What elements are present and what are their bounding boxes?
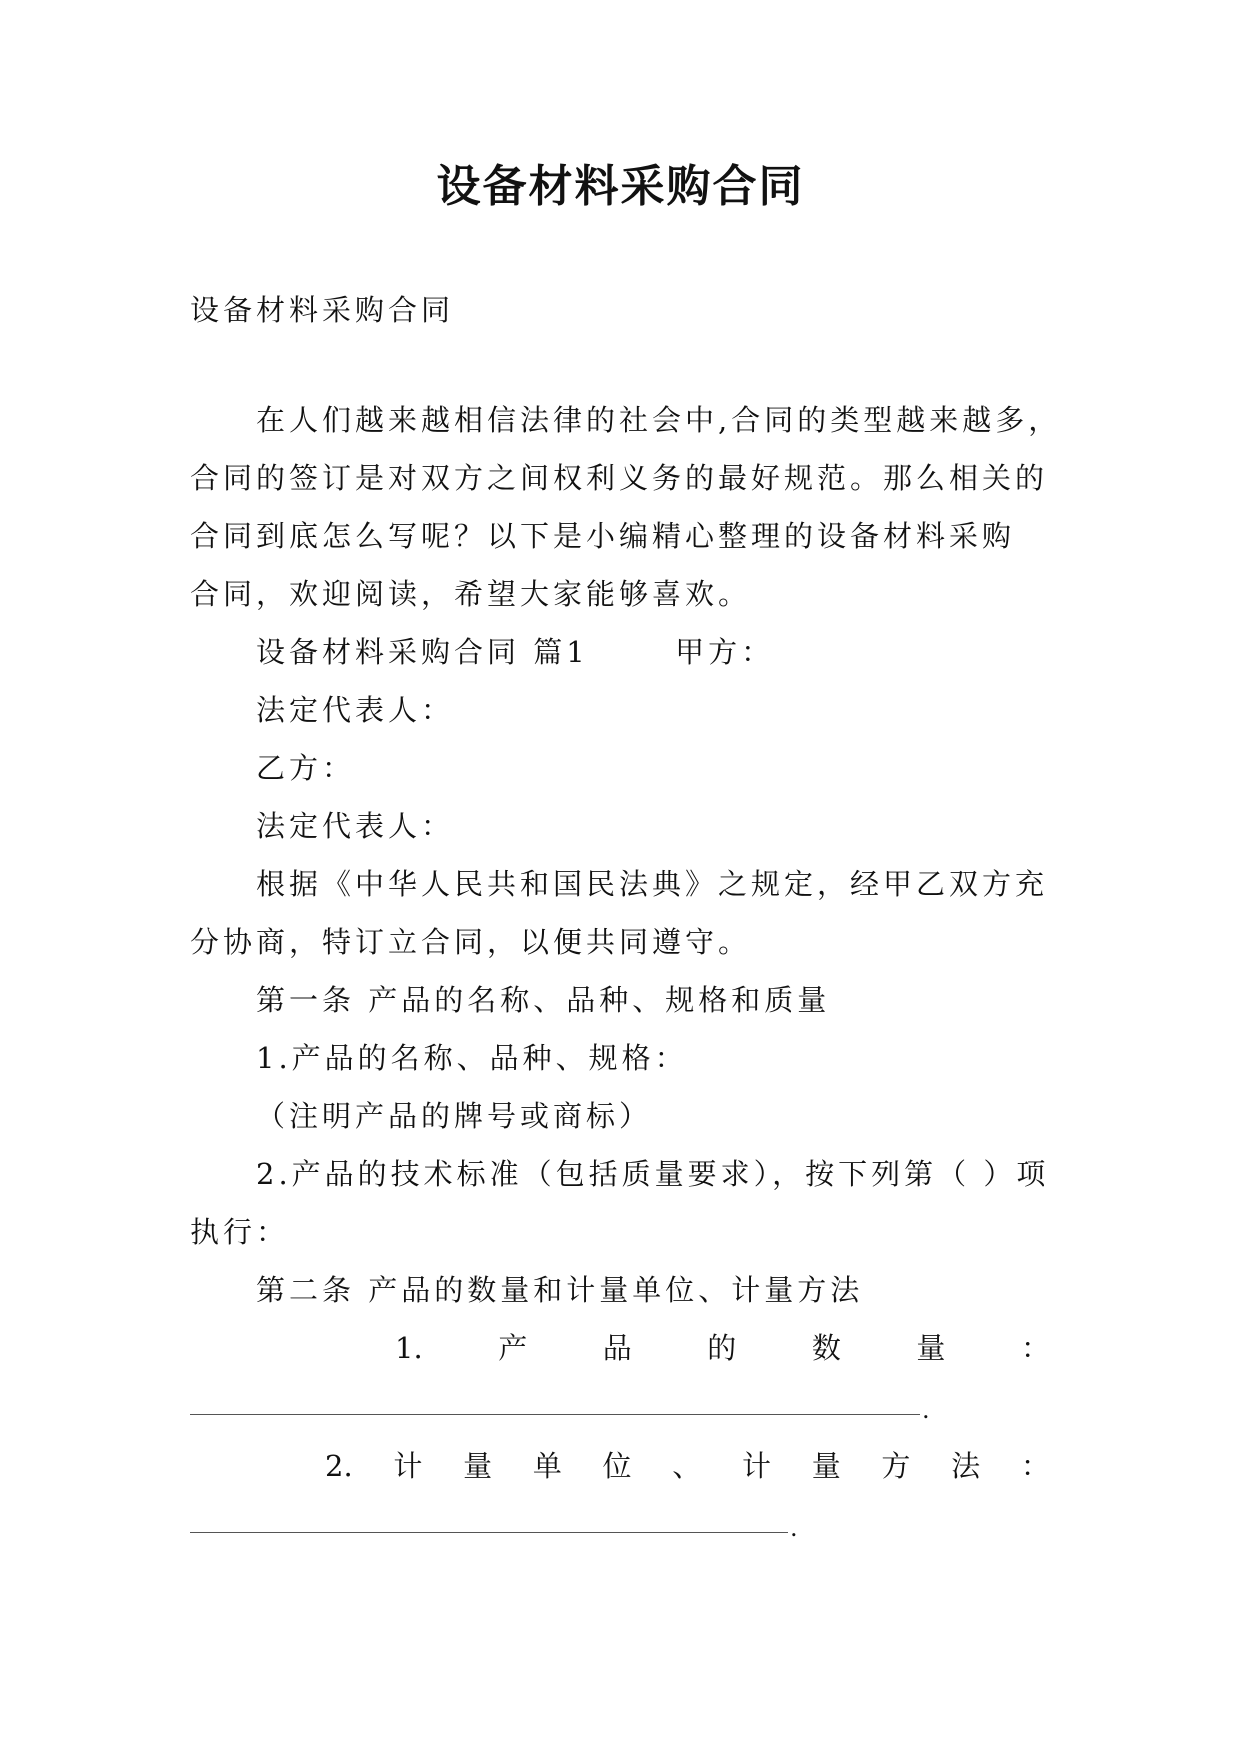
intro-line-1: 在人们越来越相信法律的社会中,合同的类型越来越多， — [256, 403, 1062, 437]
intro-line-3: 合同到底怎么写呢？以下是小编精心整理的设备材料采购 — [190, 519, 1016, 553]
item-2-char: 计 — [741, 1449, 771, 1483]
party-b-label: 乙方： — [256, 751, 356, 785]
article-1-item-2-line-2: 执行： — [190, 1215, 290, 1249]
item-1-char: 品 — [602, 1331, 632, 1365]
item-1-char: 产 — [498, 1331, 528, 1365]
item-2-char: 量 — [811, 1449, 841, 1483]
item-2-char: 计 — [393, 1449, 423, 1483]
party-a-representative: 法定代表人： — [256, 693, 455, 727]
blank-line-measurement-end: . — [790, 1514, 798, 1542]
article-1-item-1: 1.产品的名称、品种、规格： — [256, 1041, 688, 1075]
article-2-title: 第二条 产品的数量和计量单位、计量方法 — [256, 1273, 864, 1307]
item-2-colon: ： — [1020, 1449, 1050, 1483]
item-2-char: 量 — [463, 1449, 493, 1483]
blank-line-quantity-end: . — [922, 1396, 930, 1424]
party-b-representative: 法定代表人： — [256, 809, 455, 843]
article-1-title: 第一条 产品的名称、品种、规格和质量 — [256, 983, 831, 1017]
basis-line-1: 根据《中华人民共和国民法典》之规定，经甲乙双方充 — [256, 867, 1049, 901]
document-subtitle: 设备材料采购合同 — [190, 293, 455, 327]
item-2-number: 2. — [325, 1449, 353, 1483]
party-a-label: 甲方： — [675, 635, 775, 669]
article-2-item-2 — [325, 1446, 1050, 1486]
item-1-colon: ： — [1020, 1331, 1050, 1365]
article-1-note: （注明产品的牌号或商标） — [256, 1099, 653, 1133]
section-heading-row — [256, 632, 1050, 672]
item-2-char: 法 — [951, 1449, 981, 1483]
blank-line-quantity — [190, 1414, 920, 1415]
item-2-char: 方 — [881, 1449, 911, 1483]
article-2-item-1 — [395, 1328, 1050, 1368]
item-1-char: 量 — [916, 1331, 946, 1365]
section-heading: 设备材料采购合同 篇1 — [256, 635, 589, 669]
item-2-char: 单 — [532, 1449, 562, 1483]
item-2-char: 、 — [672, 1449, 702, 1483]
article-1-item-2-line-1: 2.产品的技术标准（包括质量要求），按下列第（ ）项 — [256, 1157, 1050, 1191]
basis-line-2: 分协商，特订立合同，以便共同遵守。 — [190, 925, 752, 959]
item-1-number: 1. — [395, 1331, 423, 1365]
blank-line-measurement — [190, 1532, 788, 1533]
intro-line-2: 合同的签订是对双方之间权利义务的最好规范。那么相关的 — [190, 461, 1049, 495]
document-title: 设备材料采购合同 — [436, 161, 805, 212]
intro-line-4: 合同，欢迎阅读，希望大家能够喜欢。 — [190, 577, 752, 611]
item-1-char: 的 — [707, 1331, 737, 1365]
item-1-char: 数 — [811, 1331, 841, 1365]
item-2-char: 位 — [602, 1449, 632, 1483]
